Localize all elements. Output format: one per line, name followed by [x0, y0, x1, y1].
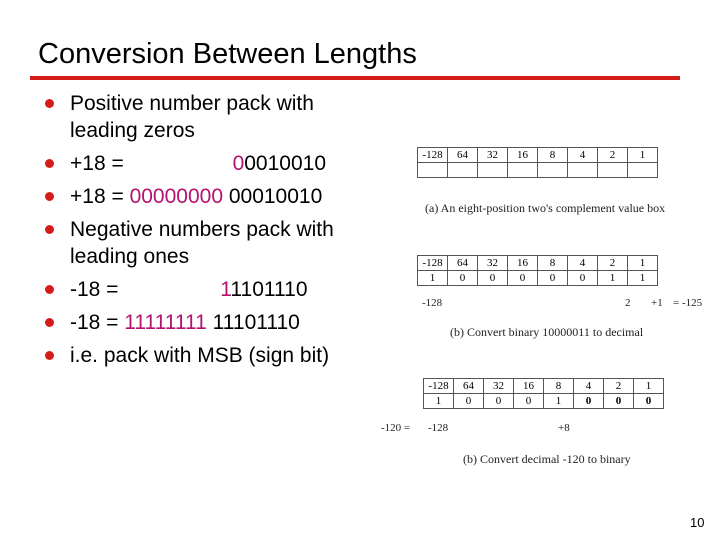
bullet-text: i.e. pack with MSB (sign bit) — [70, 344, 330, 367]
weight-cell: -128 — [424, 379, 454, 394]
bit-cell — [418, 163, 448, 178]
bit-cell — [448, 163, 478, 178]
bit-cell — [538, 163, 568, 178]
weight-cell: 16 — [514, 379, 544, 394]
bit-cell: 1 — [544, 394, 574, 409]
bullet-rest: 0010010 — [244, 152, 327, 175]
bullet-prefix: +18 = — [70, 152, 130, 175]
weight-cell: 8 — [544, 379, 574, 394]
bit-cell: 1 — [628, 271, 658, 286]
weight-row — [418, 148, 658, 163]
weight-row — [424, 379, 664, 394]
weight-cell: 4 — [568, 256, 598, 271]
bullet-dot-icon — [45, 318, 54, 327]
value-box-a — [417, 147, 658, 178]
bullet-highlight: 0 — [232, 152, 245, 175]
caption-b: (b) Convert binary 10000011 to decimal — [450, 325, 644, 339]
sum-term: 2 — [625, 297, 631, 309]
weight-cell: 16 — [508, 148, 538, 163]
weight-cell: 1 — [628, 148, 658, 163]
bullet-highlight: 1 — [220, 278, 231, 301]
weight-cell: 32 — [484, 379, 514, 394]
sum-term: +1 — [651, 297, 663, 309]
lhs-value: -120 = — [381, 422, 411, 434]
bullet-item — [45, 90, 385, 144]
bullet-item — [45, 309, 385, 336]
bullet-rest: 11101110 — [206, 311, 300, 334]
caption-c: (b) Convert decimal -120 to binary — [463, 452, 631, 466]
sum-term: -128 — [428, 422, 449, 434]
value-box-b — [417, 255, 658, 286]
bit-row — [418, 271, 658, 286]
bit-cell: 1 — [424, 394, 454, 409]
weight-cell: 2 — [604, 379, 634, 394]
bullet-dot-icon — [45, 192, 54, 201]
weight-cell: 2 — [598, 148, 628, 163]
sum-term: +8 — [558, 422, 570, 434]
bit-cell: 0 — [538, 271, 568, 286]
weight-cell: -128 — [418, 148, 448, 163]
page-number: 10 — [690, 515, 705, 530]
twos-complement-figure — [370, 140, 715, 470]
bit-cell: 0 — [478, 271, 508, 286]
bit-cell: 0 — [568, 271, 598, 286]
slide-title: Conversion Between Lengths — [38, 38, 417, 70]
bit-cell: 0 — [508, 271, 538, 286]
weight-cell: 16 — [508, 256, 538, 271]
bullet-text: Negative numbers pack with — [70, 218, 334, 241]
bit-cell: 0 — [448, 271, 478, 286]
bullet-text: Positive number pack with — [70, 92, 314, 115]
bullet-highlight: 00000000 — [129, 185, 223, 208]
sum-term: -128 — [422, 297, 443, 309]
weight-cell: 64 — [448, 256, 478, 271]
bit-cell: 0 — [634, 394, 664, 409]
bullet-text-continued: leading zeros — [70, 119, 195, 142]
bit-cell — [508, 163, 538, 178]
bit-cell — [478, 163, 508, 178]
weight-cell: 8 — [538, 148, 568, 163]
weight-cell: 1 — [628, 256, 658, 271]
title-underline — [30, 76, 680, 80]
bit-cell: 0 — [484, 394, 514, 409]
value-box-c — [423, 378, 664, 409]
weight-cell: 2 — [598, 256, 628, 271]
bit-cell: 0 — [514, 394, 544, 409]
bit-cell: 1 — [418, 271, 448, 286]
bullet-item — [45, 342, 385, 369]
weight-cell: 64 — [448, 148, 478, 163]
bullet-list — [45, 90, 385, 375]
bullet-prefix: +18 = — [70, 185, 130, 208]
bullet-dot-icon — [45, 351, 54, 360]
weight-cell: 32 — [478, 148, 508, 163]
bullet-dot-icon — [45, 99, 54, 108]
caption-a: (a) An eight-position two's complement value box — [425, 201, 666, 215]
weight-cell: 8 — [538, 256, 568, 271]
bullet-dot-icon — [45, 159, 54, 168]
weight-cell: 4 — [574, 379, 604, 394]
sum-result: = -125 — [673, 297, 703, 309]
weight-row — [418, 256, 658, 271]
bit-row — [418, 163, 658, 178]
bullet-text-continued: leading ones — [70, 245, 190, 268]
weight-cell: 4 — [568, 148, 598, 163]
bit-cell: 0 — [574, 394, 604, 409]
bit-row — [424, 394, 664, 409]
bit-cell: 0 — [604, 394, 634, 409]
weight-cell: 1 — [634, 379, 664, 394]
bit-cell — [598, 163, 628, 178]
bit-cell — [628, 163, 658, 178]
bullet-dot-icon — [45, 285, 54, 294]
bullet-item — [45, 276, 385, 303]
bullet-rest: 1101110 — [230, 278, 308, 301]
bullet-prefix: -18 = — [70, 311, 125, 334]
bit-cell — [568, 163, 598, 178]
weight-cell: 32 — [478, 256, 508, 271]
bit-cell: 0 — [454, 394, 484, 409]
bullet-highlight: 11111111 — [124, 311, 207, 334]
bullet-item — [45, 150, 385, 177]
bullet-rest: 00010010 — [223, 185, 323, 208]
weight-cell: -128 — [418, 256, 448, 271]
bit-cell: 1 — [598, 271, 628, 286]
bullet-dot-icon — [45, 225, 54, 234]
weight-cell: 64 — [454, 379, 484, 394]
bullet-item — [45, 216, 385, 270]
bullet-prefix: -18 = — [70, 278, 125, 301]
bullet-item — [45, 183, 385, 210]
